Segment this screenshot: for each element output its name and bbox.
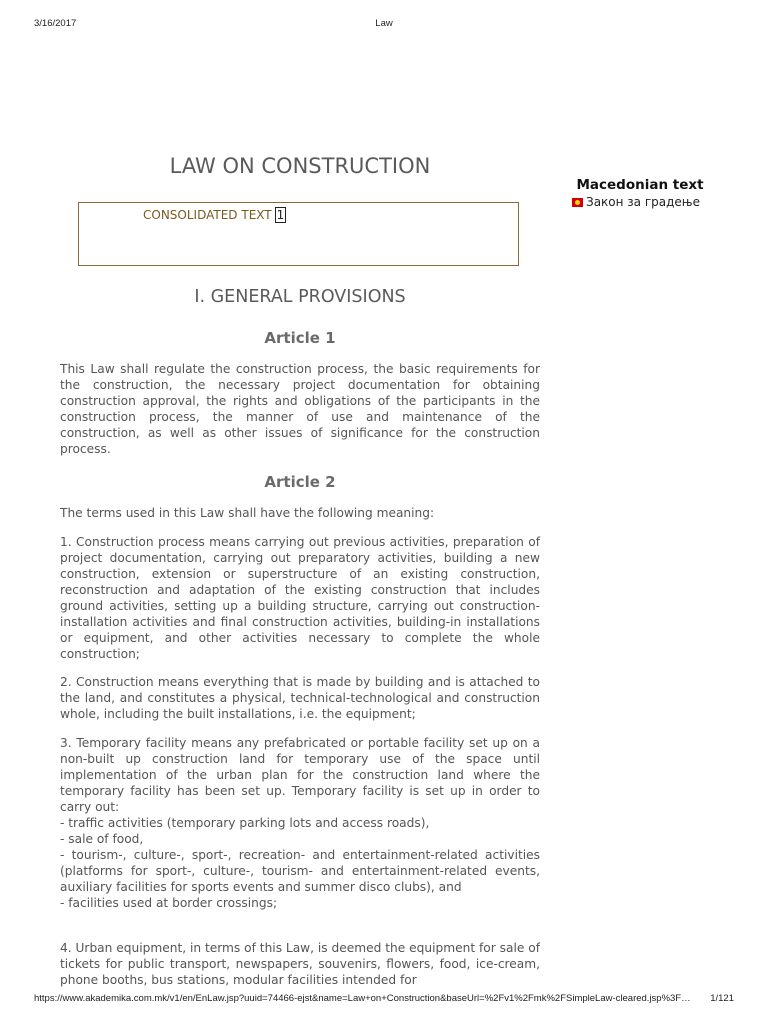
consolidated-text: CONSOLIDATED TEXT [143, 208, 272, 222]
article-2-heading: Article 2 [264, 473, 336, 491]
article-2-item-4: 4. Urban equipment, in terms of this Law, is deemed the equipment for sale of tickets for public transport, newspapers, souvenirs, flowers, food, ice-cream, phone booths, bus stations, modular facilities intended for [60, 941, 540, 987]
article-2-item-2: 2. Construction means everything that is made by building and is attached to the land, and constitutes a physical, technical-technological and construction whole, including the built installations, i.e. the equipment; [60, 675, 540, 721]
print-header [34, 18, 734, 32]
sidebar-heading: Macedonian text [576, 177, 704, 193]
print-url: https://www.akademika.com.mk/v1/en/EnLaw.jsp?uuid=74466-ejst&name=Law+on+Construction&baseUrl=%2Fv1%2Fmk%2FSimpleLaw-cleared.jsp%3F… [34, 993, 691, 1004]
document-title: LAW ON CONSTRUCTION [169, 154, 431, 178]
print-title: Law [375, 18, 393, 29]
article-2-intro: The terms used in this Law shall have the following meaning: [60, 506, 435, 520]
page-number: 1/121 [710, 993, 734, 1004]
print-footer [34, 993, 734, 1007]
print-date: 3/16/2017 [34, 18, 77, 29]
macedonian-link-label: Закон за градење [586, 195, 700, 209]
article-1-text: This Law shall regulate the construction process, the basic requirements for the construction, the necessary project documentation for obtaining construction approval, the rights and obligations of the participants in the construction process, the manner of use and maintenance of the construction, as well as other issues of significance for the construction process. [60, 362, 540, 456]
article-2-item-3 [60, 735, 540, 911]
article-2-item-3-bullet: - facilities used at border crossings; [60, 896, 278, 910]
article-2-item-3-bullet: - tourism-, culture-, sport-, recreation- and entertainment-related activities (platforms for sport-, culture-, tourism- and entertainment-related events, auxiliary facilities for sports events and summer disco clubs), and [60, 848, 540, 894]
article-2-item-3-bullet: - traffic activities (temporary parking lots and access roads), [60, 816, 430, 830]
consolidated-text-label [143, 207, 286, 223]
article-2-item-3-bullet: - sale of food, [60, 832, 144, 846]
article-2-item-3-text: 3. Temporary facility means any prefabricated or portable facility set up on a non-built up construction land for temporary use of the space until implementation of the urban plan for the construction land where the temporary facility has been set up. Temporary facility is set up in order to carry out: [60, 736, 540, 814]
macedonian-text-link[interactable] [572, 195, 707, 209]
article-1-heading: Article 1 [264, 329, 336, 347]
chapter-heading: I. GENERAL PROVISIONS [194, 287, 406, 307]
language-sidebar [575, 177, 707, 209]
macedonia-flag-icon [572, 198, 583, 207]
consolidated-text-box [78, 202, 519, 266]
footnote-link[interactable]: 1 [276, 208, 285, 222]
article-2-item-1: 1. Construction process means carrying out previous activities, preparation of project documentation, carrying out preparatory activities, building a new construction, extension or superstructure of an existing construction, reconstruction and adaptation of the existing construction that includes ground activities, setting up a building structure, carrying out construction-installation activities and final construction activities, building-in installations or equipment, and other activities necessary to complete the whole construction; [60, 535, 540, 661]
